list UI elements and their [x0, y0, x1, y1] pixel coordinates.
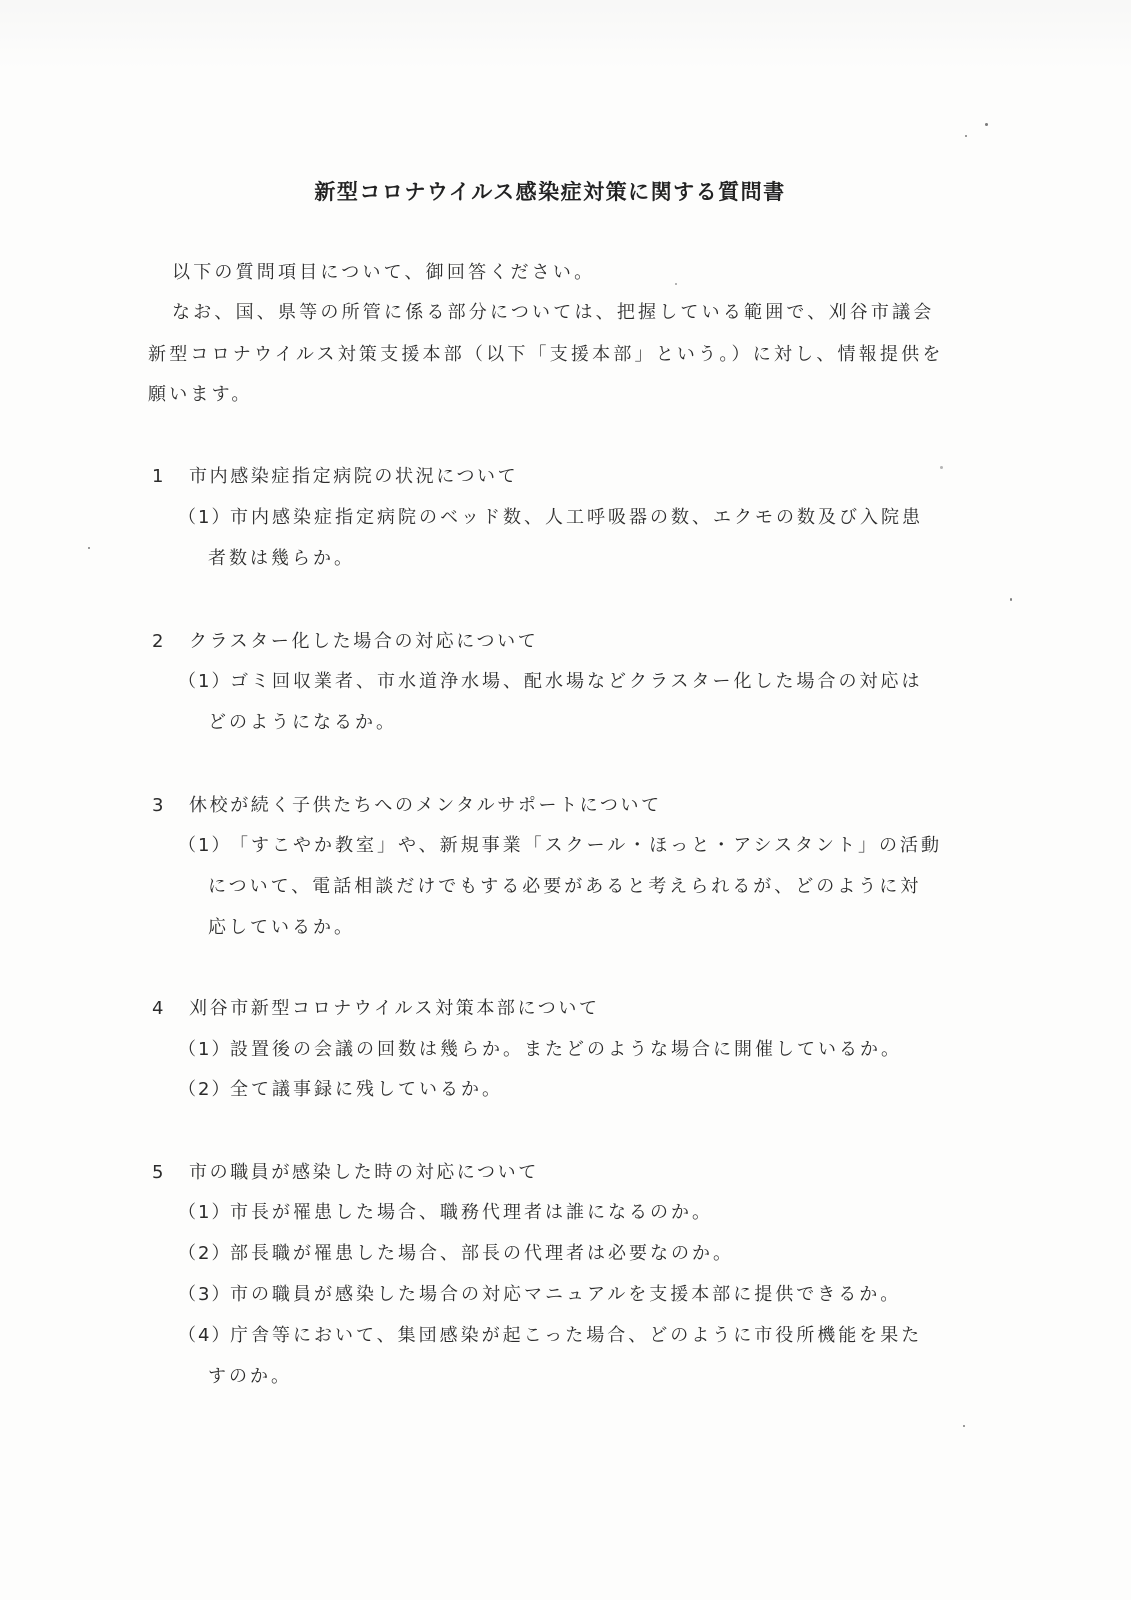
intro-line-2: なお、国、県等の所管に係る部分については、把握している範囲で、刈谷市議会	[172, 302, 935, 323]
document-title: 新型コロナウイルス感染症対策に関する質問書	[314, 180, 786, 204]
item-mark: （1）	[178, 1202, 232, 1223]
section-1-item-1	[178, 503, 923, 529]
section-5-heading	[152, 1158, 539, 1184]
item-text: 全て議事録に残しているか。	[230, 1079, 503, 1100]
item-mark: （1）	[178, 835, 232, 856]
item-text: 市長が罹患した場合、職務代理者は誰になるのか。	[230, 1202, 713, 1223]
scan-speck	[88, 547, 90, 549]
section-5-item-4	[178, 1321, 922, 1347]
item-text: ゴミ回収業者、市水道浄水場、配水場などクラスター化した場合の対応は	[230, 671, 923, 692]
scan-speck	[940, 466, 943, 469]
section-2-heading	[152, 627, 538, 653]
section-4-heading	[152, 994, 600, 1020]
item-mark: （2）	[178, 1243, 232, 1264]
scan-shading	[0, 0, 1131, 70]
scan-speck	[1010, 598, 1012, 601]
section-title: クラスター化した場合の対応について	[189, 631, 539, 652]
section-5-item-1	[178, 1198, 713, 1224]
intro-line-1: 以下の質問項目について、御回答ください。	[172, 262, 596, 283]
section-4-item-2	[178, 1075, 503, 1101]
item-text: 市内感染症指定病院のベッド数、人工呼吸器の数、エクモの数及び入院患	[230, 507, 923, 528]
section-2-item-1-cont: どのようになるか。	[208, 712, 397, 733]
item-text: 市の職員が感染した場合の対応マニュアルを支援本部に提供できるか。	[230, 1284, 902, 1305]
section-title: 刈谷市新型コロナウイルス対策本部について	[189, 998, 600, 1019]
intro-line-3: 新型コロナウイルス対策支援本部（以下「支援本部」という。）に対し、情報提供を	[148, 344, 944, 365]
item-text: 部長職が罹患した場合、部長の代理者は必要なのか。	[230, 1243, 734, 1264]
section-title: 休校が続く子供たちへのメンタルサポートについて	[189, 795, 662, 816]
section-5-item-2	[178, 1239, 734, 1265]
item-text: 設置後の会議の回数は幾らか。またどのような場合に開催しているか。	[230, 1039, 902, 1060]
section-number: 3	[152, 795, 167, 816]
item-mark: （3）	[178, 1284, 232, 1305]
section-4-item-1	[178, 1035, 902, 1061]
intro-line-4: 願います。	[148, 384, 253, 405]
item-mark: （1）	[178, 671, 232, 692]
section-1-heading	[152, 462, 518, 488]
item-text: 庁舎等において、集団感染が起こった場合、どのように市役所機能を果た	[230, 1325, 923, 1346]
section-number: 5	[152, 1162, 167, 1183]
section-2-item-1	[178, 667, 922, 693]
item-mark: （1）	[178, 1039, 232, 1060]
section-3-item-1-cont-2: 応しているか。	[208, 917, 355, 938]
section-number: 1	[152, 466, 167, 487]
section-title: 市の職員が感染した時の対応について	[189, 1162, 539, 1183]
section-title: 市内感染症指定病院の状況について	[189, 466, 519, 487]
section-3-item-1	[178, 831, 942, 857]
section-1-item-1-cont: 者数は幾らか。	[208, 548, 355, 569]
scan-speck	[963, 1425, 965, 1427]
scan-speck	[965, 135, 967, 137]
section-5-item-3	[178, 1280, 901, 1306]
item-text: 「すこやか教室」や、新規事業「スクール・ほっと・アシスタント」の活動	[230, 835, 943, 856]
section-5-item-4-cont: すのか。	[208, 1366, 292, 1387]
scan-speck	[985, 123, 988, 126]
item-mark: （2）	[178, 1079, 232, 1100]
section-3-item-1-cont-1: について、電話相談だけでもする必要があると考えられるが、どのように対	[208, 876, 922, 897]
item-mark: （4）	[178, 1325, 232, 1346]
section-3-heading	[152, 791, 662, 817]
section-number: 2	[152, 631, 167, 652]
section-number: 4	[152, 998, 167, 1019]
item-mark: （1）	[178, 507, 232, 528]
scan-speck	[675, 283, 677, 285]
